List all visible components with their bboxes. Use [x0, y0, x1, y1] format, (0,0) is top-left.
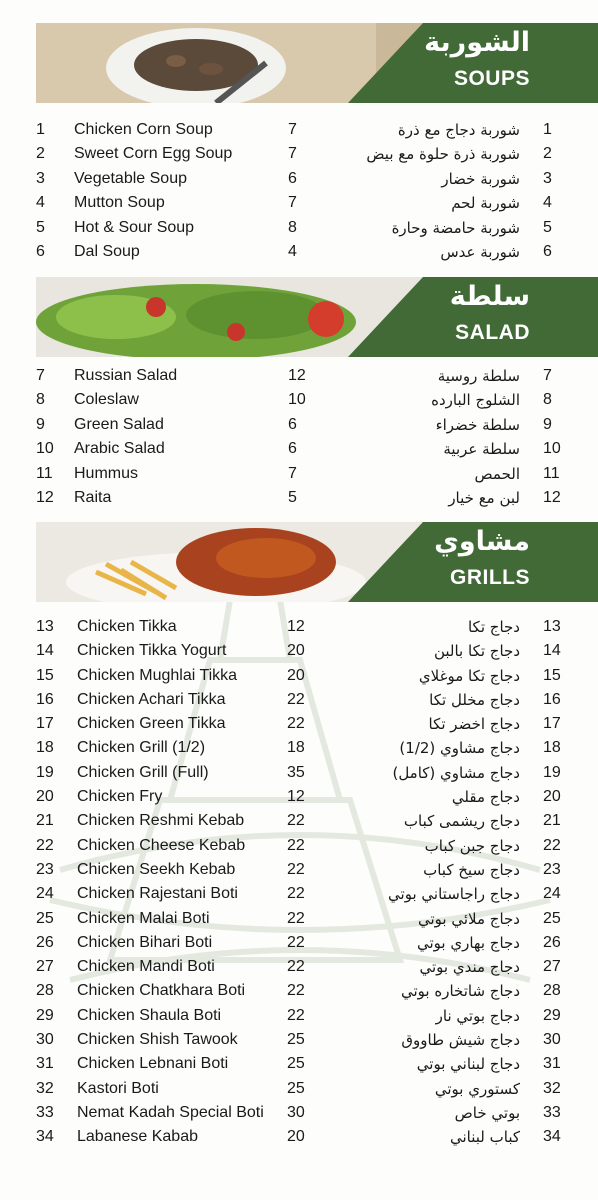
item-name: Chicken Seekh Kebab — [77, 860, 236, 878]
item-number-ar: 11 — [543, 464, 560, 482]
menu-item-row — [0, 1104, 598, 1128]
item-number-ar: 24 — [543, 885, 561, 903]
item-name-ar: دجاج مخلل تكا — [429, 690, 520, 709]
menu-item-row — [0, 170, 598, 194]
item-name-ar: الشلوج البارده — [431, 391, 520, 410]
item-price: 22 — [287, 715, 305, 733]
item-number: 8 — [36, 391, 45, 409]
item-price: 22 — [287, 885, 305, 903]
item-name-ar: دجاج سيخ كباب — [423, 860, 520, 879]
item-name: Chicken Mandi Boti — [77, 958, 215, 976]
item-price: 30 — [287, 1103, 305, 1121]
item-number-ar: 6 — [543, 242, 552, 260]
item-number-ar: 16 — [543, 690, 561, 708]
item-name-ar: دجاج شيش طاووق — [401, 1031, 520, 1050]
item-name-ar: دجاج مشاوي (1/2) — [399, 739, 520, 758]
item-name: Sweet Corn Egg Soup — [74, 145, 233, 163]
item-name: Chicken Cheese Kebab — [77, 836, 246, 854]
menu-item-row — [0, 837, 598, 861]
item-number-ar: 9 — [543, 415, 552, 433]
item-name: Chicken Mughlai Tikka — [77, 666, 238, 684]
salad-list — [0, 367, 598, 513]
item-number: 2 — [36, 145, 45, 163]
item-number-ar: 13 — [543, 618, 561, 635]
menu-item-row — [0, 465, 598, 489]
menu-item-row — [0, 1080, 598, 1104]
item-name-ar: دجاج تكا موغلاي — [418, 666, 520, 685]
item-number-ar: 17 — [543, 715, 561, 733]
item-number: 20 — [36, 788, 54, 806]
item-price: 22 — [287, 1006, 305, 1024]
salad-banner — [36, 277, 598, 357]
item-number-ar: 7 — [543, 367, 552, 384]
item-name: Chicken Fry — [77, 788, 163, 806]
menu-item-row — [0, 958, 598, 982]
item-name: Chicken Grill (Full) — [77, 763, 209, 781]
item-number: 17 — [36, 715, 54, 733]
item-number: 25 — [36, 909, 54, 927]
item-price: 12 — [287, 618, 305, 635]
item-number: 12 — [36, 488, 54, 506]
section-title-ar: الشوربة — [424, 27, 530, 58]
item-price: 10 — [288, 391, 306, 409]
menu-item-row — [0, 391, 598, 415]
item-name: Raita — [74, 488, 112, 506]
menu-item-row — [0, 691, 598, 715]
item-name-ar: دجاج مشاوي (كامل) — [392, 763, 520, 782]
item-number: 10 — [36, 440, 54, 458]
menu-item-row — [0, 1055, 598, 1079]
item-number: 4 — [36, 194, 45, 212]
item-name: Vegetable Soup — [74, 169, 187, 187]
menu-item-row — [0, 667, 598, 691]
menu-item-row — [0, 788, 598, 812]
item-number: 11 — [36, 464, 53, 482]
item-number-ar: 27 — [543, 958, 561, 976]
section-title-en: SALAD — [455, 321, 530, 344]
item-name-ar: دجاج تكا — [467, 618, 520, 636]
item-price: 22 — [287, 909, 305, 927]
item-name: Chicken Grill (1/2) — [77, 739, 206, 757]
item-number: 33 — [36, 1103, 54, 1121]
section-title-en: GRILLS — [450, 566, 530, 589]
item-number: 32 — [36, 1079, 54, 1097]
item-price: 6 — [288, 169, 297, 187]
item-number: 14 — [36, 642, 54, 660]
item-number: 28 — [36, 982, 54, 1000]
item-price: 20 — [287, 1128, 305, 1146]
item-name-ar: شوربة لحم — [451, 194, 520, 213]
item-number-ar: 32 — [543, 1079, 561, 1097]
item-number: 13 — [36, 618, 54, 635]
item-number-ar: 8 — [543, 391, 552, 409]
menu-item-row — [0, 715, 598, 739]
item-number-ar: 26 — [543, 933, 561, 951]
item-name-ar: سلطة خضراء — [435, 415, 520, 434]
item-name: Chicken Lebnani Boti — [77, 1055, 229, 1073]
item-name: Chicken Reshmi Kebab — [77, 812, 245, 830]
item-name-ar: بوتي خاص — [454, 1103, 520, 1122]
item-name-ar: دجاج مقلي — [451, 788, 520, 807]
item-price: 6 — [288, 415, 297, 433]
item-number: 3 — [36, 169, 45, 187]
item-number-ar: 10 — [543, 440, 561, 458]
menu-item-row — [0, 440, 598, 464]
item-price: 4 — [288, 242, 297, 260]
item-number-ar: 22 — [543, 836, 561, 854]
item-number-ar: 31 — [543, 1055, 561, 1073]
item-name-ar: دجاج شاتخاره بوتي — [400, 982, 520, 1001]
menu-item-row — [0, 934, 598, 958]
item-number: 19 — [36, 763, 54, 781]
item-name: Mutton Soup — [74, 194, 165, 212]
item-price: 25 — [287, 1055, 305, 1073]
item-name: Hot & Sour Soup — [74, 218, 195, 236]
item-price: 6 — [288, 440, 297, 458]
item-number: 24 — [36, 885, 54, 903]
item-number: 29 — [36, 1006, 54, 1024]
item-price: 22 — [287, 933, 305, 951]
item-price: 25 — [287, 1031, 305, 1049]
grills-list — [0, 618, 598, 1153]
item-price: 22 — [287, 812, 305, 830]
item-name: Nemat Kadah Special Boti — [77, 1103, 264, 1121]
item-price: 5 — [288, 488, 297, 506]
item-number-ar: 15 — [543, 666, 561, 684]
item-name: Chicken Corn Soup — [74, 121, 213, 138]
item-name-ar: سلطة عربية — [443, 440, 520, 459]
item-name-ar: سلطة روسية — [437, 367, 520, 385]
item-price: 22 — [287, 982, 305, 1000]
item-number: 34 — [36, 1128, 54, 1146]
item-number-ar: 21 — [543, 812, 561, 830]
menu-item-row — [0, 910, 598, 934]
item-price: 22 — [287, 836, 305, 854]
item-price: 8 — [288, 218, 297, 236]
item-name: Hummus — [74, 464, 139, 482]
menu-item-row — [0, 982, 598, 1006]
item-number-ar: 1 — [543, 121, 552, 138]
section-title-ar: سلطة — [449, 281, 530, 312]
menu-item-row — [0, 416, 598, 440]
item-name-ar: دجاج ملائي بوتي — [417, 909, 520, 928]
item-name-ar: دجاج بوتي نار — [435, 1006, 520, 1025]
item-number-ar: 5 — [543, 218, 552, 236]
menu-item-row — [0, 145, 598, 169]
section-title-en: SOUPS — [453, 67, 530, 90]
item-price: 20 — [287, 666, 305, 684]
item-price: 18 — [287, 739, 305, 757]
item-name: Chicken Achari Tikka — [77, 690, 226, 708]
item-number: 22 — [36, 836, 54, 854]
item-number-ar: 25 — [543, 909, 561, 927]
item-number-ar: 23 — [543, 860, 561, 878]
item-name: Coleslaw — [74, 391, 139, 409]
item-name: Chicken Rajestani Boti — [77, 885, 238, 903]
item-name: Chicken Tikka — [77, 618, 177, 635]
menu-item-row — [0, 1007, 598, 1031]
item-name-ar: دجاج تكا بالبن — [433, 642, 520, 661]
menu-item-row — [0, 812, 598, 836]
item-number-ar: 29 — [543, 1006, 561, 1024]
item-name-ar: دجاج ريشمى كباب — [403, 812, 520, 831]
item-name-ar: الحمص — [474, 464, 520, 483]
item-name: Chicken Chatkhara Boti — [77, 982, 246, 1000]
item-number-ar: 28 — [543, 982, 561, 1000]
item-price: 7 — [288, 121, 297, 138]
item-number: 6 — [36, 242, 45, 260]
item-name-ar: دجاج اخضر تكا — [428, 715, 520, 734]
item-name-ar: كباب لبناني — [450, 1128, 520, 1147]
menu-item-row — [0, 885, 598, 909]
item-number-ar: 33 — [543, 1103, 561, 1121]
menu-item-row — [0, 861, 598, 885]
item-name-ar: دجاج راجاستاني بوتي — [388, 885, 520, 904]
item-number-ar: 4 — [543, 194, 552, 212]
item-name: Russian Salad — [74, 367, 178, 384]
item-name-ar: شوربة عدس — [440, 242, 520, 261]
item-price: 12 — [287, 788, 305, 806]
item-number: 15 — [36, 666, 54, 684]
menu-item-row — [0, 219, 598, 243]
item-price: 22 — [287, 958, 305, 976]
item-number: 18 — [36, 739, 54, 757]
grills-banner — [36, 522, 598, 602]
item-number-ar: 14 — [543, 642, 561, 660]
item-number-ar: 12 — [543, 488, 561, 506]
item-price: 25 — [287, 1079, 305, 1097]
item-name: Chicken Tikka Yogurt — [77, 642, 227, 660]
item-name-ar: دجاج جبن كباب — [424, 836, 520, 855]
section-title-ar: مشاوي — [434, 526, 530, 557]
item-name-ar: دجاج بهاري بوتي — [417, 933, 520, 952]
item-number: 31 — [36, 1055, 54, 1073]
menu-item-row — [0, 243, 598, 267]
menu-item-row — [0, 764, 598, 788]
menu-item-row — [0, 121, 598, 145]
item-price: 7 — [288, 145, 297, 163]
item-name-ar: شوربة خضار — [441, 169, 520, 188]
soups-banner — [36, 23, 598, 103]
item-number: 27 — [36, 958, 54, 976]
item-number: 23 — [36, 860, 54, 878]
menu-item-row — [0, 194, 598, 218]
item-name: Chicken Bihari Boti — [77, 933, 213, 951]
item-name: Chicken Green Tikka — [77, 715, 226, 733]
item-number-ar: 3 — [543, 169, 552, 187]
item-price: 35 — [287, 763, 305, 781]
item-price: 12 — [288, 367, 306, 384]
item-number: 9 — [36, 415, 45, 433]
item-name-ar: شوربة ذرة حلوة مع بيض — [366, 145, 520, 164]
item-number: 16 — [36, 690, 54, 708]
menu-item-row — [0, 1031, 598, 1055]
item-name: Green Salad — [74, 415, 164, 433]
menu-item-row — [0, 367, 598, 391]
item-name-ar: دجاج مندي بوتي — [419, 958, 520, 977]
soups-list — [0, 121, 598, 267]
item-number-ar: 34 — [543, 1128, 561, 1146]
item-name: Chicken Malai Boti — [77, 909, 210, 927]
item-number-ar: 18 — [543, 739, 561, 757]
item-number: 1 — [36, 121, 45, 138]
menu-item-row — [0, 642, 598, 666]
item-name: Labanese Kabab — [77, 1128, 198, 1146]
item-number-ar: 30 — [543, 1031, 561, 1049]
item-number: 26 — [36, 933, 54, 951]
item-number: 21 — [36, 812, 54, 830]
item-number: 30 — [36, 1031, 54, 1049]
item-price: 7 — [288, 194, 297, 212]
item-number: 5 — [36, 218, 45, 236]
item-name-ar: دجاج لبناني بوتي — [416, 1055, 520, 1074]
item-name-ar: لبن مع خيار — [448, 488, 520, 507]
item-number-ar: 19 — [543, 763, 561, 781]
menu-item-row — [0, 489, 598, 513]
item-name-ar: كستوري بوتي — [434, 1079, 520, 1098]
item-number: 7 — [36, 367, 45, 384]
item-name: Dal Soup — [74, 242, 140, 260]
item-number-ar: 20 — [543, 788, 561, 806]
item-name: Kastori Boti — [77, 1079, 159, 1097]
item-name-ar: شوربة حامضة وحارة — [391, 218, 520, 237]
item-price: 22 — [287, 860, 305, 878]
item-name: Chicken Shish Tawook — [77, 1031, 238, 1049]
menu-item-row — [0, 1128, 598, 1152]
menu-item-row — [0, 739, 598, 763]
item-name: Arabic Salad — [74, 440, 165, 458]
item-number-ar: 2 — [543, 145, 552, 163]
menu-item-row — [0, 618, 598, 642]
item-price: 7 — [288, 464, 297, 482]
item-price: 20 — [287, 642, 305, 660]
item-price: 22 — [287, 690, 305, 708]
item-name: Chicken Shaula Boti — [77, 1006, 222, 1024]
item-name-ar: شوربة دجاج مع ذرة — [397, 121, 520, 139]
